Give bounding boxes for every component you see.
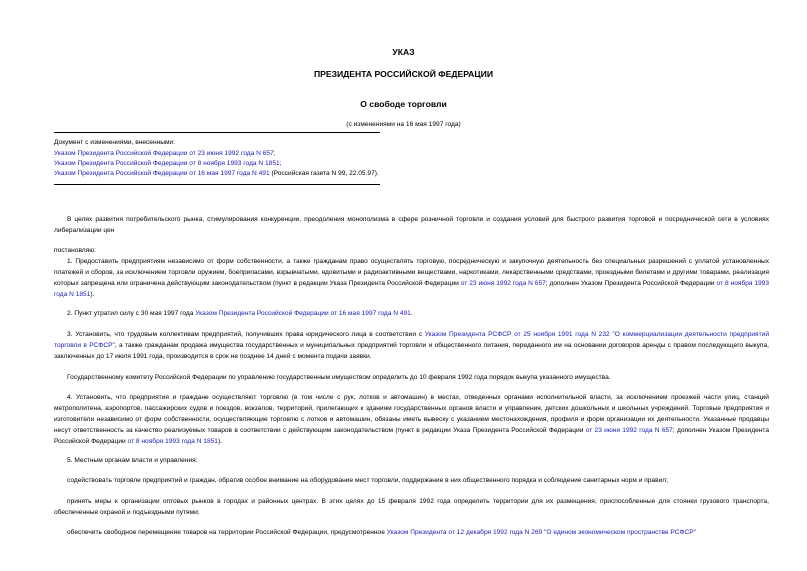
p9-link[interactable]: Указом Президента от 12 декабря 1992 года N 269 "О едином экономическом пространстве РСФСР" bbox=[386, 529, 696, 536]
amendment-link-2[interactable]: Указом Президента Российской Федерации от 8 ноября 1993 года N 1851 bbox=[54, 160, 280, 167]
paragraph-5: 5. Местным органам власти и управления: bbox=[67, 457, 198, 464]
paragraph-3 bbox=[54, 329, 769, 362]
p1-end: ). bbox=[90, 291, 95, 298]
preamble-paragraph: В целях развития потребительского рынка, стимулирования конкуренции, преодоления монополизма в сфере розничной торговли и создания условий для быстрого развития торговой и посреднической сети в условиях либерализации цен bbox=[54, 216, 769, 234]
p1-link-1[interactable]: от 23 июня 1992 года N 657 bbox=[460, 280, 546, 287]
ref-1-tail: ; bbox=[273, 150, 276, 157]
p1-text: 1. Предоставить предприятиям независимо от форм собственности, а также гражданам право осуществлять торговую, посредническую и закупочную деятельность без специальных разрешений с уплатой установленных платежей и сборов, за исключением торговли оружием, боеприпасами, взрывчатыми, ядовитыми и радиоактивными веществами, наркотиками, лекарственными средствами, проездными билетами и другими товарами, реализация которых запрещена или ограничена действующим законодательством (пункт в редакции Указа Президента Российской Федерации bbox=[54, 258, 769, 287]
paragraph-5b: принять меры к организации оптовых рынков в городах и районных центрах. В этих целях до 15 февраля 1992 года определить территории для их размещения, приспособленные для стоянки грузового транспорта, обеспеченные охраной и подъездными путями; bbox=[54, 498, 769, 516]
paragraph-5c bbox=[54, 527, 794, 538]
doc-box-top-rule bbox=[54, 132, 380, 133]
p2-end: . bbox=[410, 310, 413, 317]
doc-box-intro: Документ с изменениями, внесенными: bbox=[54, 139, 176, 146]
paragraph-3a: Государственному комитету Российской Федерации по управлению государственным имуществом определить до 10 февраля 1992 года порядок выкупа указанного имущества. bbox=[67, 374, 611, 381]
ref-3-tail: (Российская газета N 99, 22.05.97). bbox=[269, 170, 379, 177]
decree-word: постановляю: bbox=[54, 247, 97, 254]
p9-text: обеспечить свободное перемещение товаров на территории Российской Федерации, предусмотренное bbox=[67, 529, 387, 536]
p3-link[interactable]: Указом Президента РСФСР от 25 ноября 1991 года N 232 "О коммерциализации деятельности предприятий торговли в РСФСР" bbox=[54, 331, 769, 349]
ref-2-tail: ; bbox=[279, 160, 282, 167]
p5-end: ). bbox=[217, 438, 222, 445]
p1-link-2[interactable]: от 8 ноября 1993 года N 1851 bbox=[54, 280, 770, 298]
p5-link-1[interactable]: от 23 июня 1992 года N 657 bbox=[585, 427, 673, 434]
amendment-note: (с изменениями на 16 мая 1997 года) bbox=[346, 121, 461, 128]
p2-link[interactable]: Указом Президента Российской Федерации от 16 мая 1997 года N 491 bbox=[195, 310, 411, 317]
p2-text: 2. Пункт утратил силу с 30 мая 1997 года bbox=[67, 310, 196, 317]
paragraph-2 bbox=[54, 308, 769, 319]
p5-link-2[interactable]: от 8 ноября 1993 года N 1851 bbox=[127, 438, 218, 445]
doc-box-bottom-rule bbox=[54, 184, 380, 185]
doc-type-heading: УКАЗ bbox=[392, 47, 415, 57]
paragraph-5a: содействовать торговле предприятий и граждан, обратив особое внимание на оборудование мест торговли, поддержание в них общественного порядка и соблюдение санитарных норм и правил; bbox=[67, 477, 668, 484]
p3-text: 3. Установить, что трудовым коллективам предприятий, получивших права юридического лица в соответствии с bbox=[67, 331, 425, 338]
paragraph-1 bbox=[54, 256, 769, 300]
p5-text: 4. Установить, что предприятия и граждане осуществляют торговлю (в том числе с рук, лотков и автомашин) в местах, отведенных органами исполнительной власти, за исключением проезжей части улиц, станций метрополитена, аэропортов, пассажирских судов и поездов, вокзалов, территорий, прилегающих к зданиям государственных органов власти и управления, детских дошкольных и школьных учреждений. Торговые предприятия и изготовители независимо от форм собственности, осуществляющие торговлю с лотков и автомашин, обязаны иметь вывеску с указанием местонахождения, профиля и форм организации их деятельности. Указанные продавцы несут ответственность за качество реализуемых товаров в соответствии с действующим законодательством (пункт в редакции Указа Президента Российской Федерации bbox=[54, 394, 769, 434]
p5-mid: ; дополнен Указом Президента Российской Федерации bbox=[54, 427, 770, 445]
doc-box-ref-3 bbox=[54, 170, 379, 177]
issuer-heading: ПРЕЗИДЕНТА РОССИЙСКОЙ ФЕДЕРАЦИИ bbox=[313, 69, 494, 79]
paragraph-4 bbox=[54, 392, 769, 447]
decree-title: О свободе торговли bbox=[360, 99, 447, 109]
amendment-link-1[interactable]: Указом Президента Российской Федерации от 23 июня 1992 года N 657 bbox=[54, 150, 274, 157]
p3-end: , а также гражданам продажа имущества государственных и муниципальных предприятий торговли и общественного питания, переданного им на основании договоров аренды с правом последующего выкупа, заключенных до 17 июля 1991 года, производится в срок не позднее 14 дней с момента подачи заявки. bbox=[54, 342, 770, 360]
p1-mid: ; дополнен Указом Президента Российской Федерации bbox=[545, 280, 717, 287]
amendment-link-3[interactable]: Указом Президента Российской Федерации от 16 мая 1997 года N 491 bbox=[54, 170, 270, 177]
doc-box-ref-2 bbox=[54, 160, 282, 167]
doc-box-ref-1 bbox=[54, 150, 276, 157]
